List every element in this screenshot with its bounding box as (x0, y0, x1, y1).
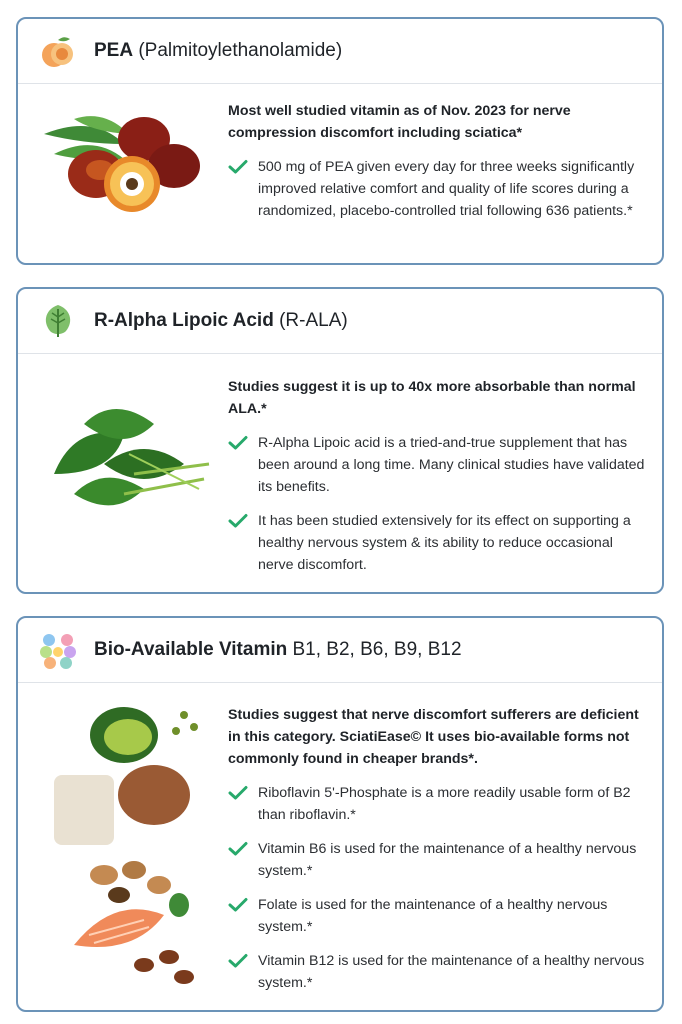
check-icon (228, 510, 258, 576)
bullet-text: Vitamin B6 is used for the maintenance of a healthy nervous system.* (258, 841, 637, 879)
check-icon (228, 894, 258, 938)
text-column (228, 376, 652, 576)
title-rest: (Palmitoylethanolamide) (133, 40, 343, 61)
title-rest: (R-ALA) (273, 310, 348, 331)
card-title (94, 40, 342, 62)
list-item (228, 894, 652, 938)
card-title (94, 639, 462, 661)
card-header (18, 618, 662, 683)
bullet-text: Vitamin B12 is used for the maintenance of a healthy nervous system.* (258, 953, 645, 991)
bullet-text: 500 mg of PEA given every day for three weeks significantly improved relative comfort and quality of life scores during a randomized, placebo-controlled trial following 636 patients.* (258, 159, 635, 219)
food-sources-image (34, 695, 214, 1000)
bullet-text: It has been studied extensively for its effect on supporting a healthy nervous system & its ability to reduce occasional nerve discomfort. (258, 513, 631, 573)
leaf-icon (38, 301, 78, 341)
list-item (228, 782, 652, 826)
lead-text: Studies suggest it is up to 40x more absorbable than normal ALA.* (228, 379, 636, 417)
list-item (228, 950, 652, 994)
peach-icon (38, 31, 78, 71)
card-header (18, 19, 662, 84)
list-item (228, 432, 652, 498)
card-header (18, 289, 662, 354)
check-icon (228, 838, 258, 882)
vitamin-b-card (16, 616, 664, 1012)
card-body (18, 683, 662, 1012)
card-body (18, 354, 662, 594)
check-icon (228, 782, 258, 826)
card-title (94, 310, 348, 332)
bullet-text: R-Alpha Lipoic acid is a tried-and-true supplement that has been around a long time. Many clinical studies have validated its benefits. (258, 435, 645, 495)
list-item (228, 510, 652, 576)
bullet-text: Folate is used for the maintenance of a healthy nervous system.* (258, 897, 608, 935)
lead-text: Most well studied vitamin as of Nov. 2023 for nerve compression discomfort including sciatica* (228, 103, 571, 141)
list-item (228, 156, 652, 222)
vitamins-icon (38, 630, 78, 670)
lead-text: Studies suggest that nerve discomfort sufferers are deficient in this category. SciatiEase© It uses bio-available forms not commonly found in cheaper brands*. (228, 707, 639, 767)
title-bold: PEA (94, 40, 134, 61)
title-bold: Bio-Available Vitamin (94, 639, 288, 660)
pea-card (16, 17, 664, 265)
list-item (228, 838, 652, 882)
card-body (18, 84, 662, 265)
palm-fruit-image (34, 104, 214, 229)
text-column (228, 100, 652, 222)
title-rest: B1, B2, B6, B9, B12 (287, 639, 462, 660)
spinach-image (34, 394, 224, 529)
text-column (228, 704, 652, 994)
title-bold: R-Alpha Lipoic Acid (94, 310, 274, 331)
r-ala-card (16, 287, 664, 594)
bullet-text: Riboflavin 5'-Phosphate is a more readily usable form of B2 than riboflavin.* (258, 785, 631, 823)
check-icon (228, 156, 258, 222)
check-icon (228, 432, 258, 498)
check-icon (228, 950, 258, 994)
